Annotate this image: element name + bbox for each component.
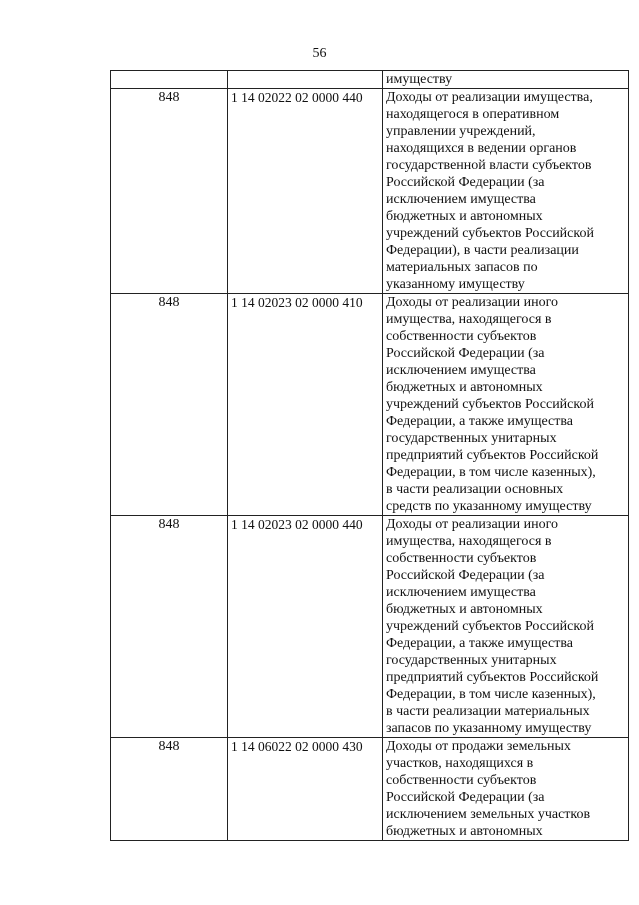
description-line: собственности субъектов: [386, 773, 537, 788]
table-row: [111, 516, 629, 738]
description-line: имущества, находящегося в: [386, 534, 552, 549]
income-description-cell: [383, 516, 629, 738]
description-line: запасов по указанному имуществу: [386, 721, 592, 736]
description-line: собственности субъектов: [386, 329, 537, 344]
budget-classification-code-cell: [228, 71, 383, 89]
table-row: [111, 738, 629, 841]
description-line: Российской Федерации (за: [386, 175, 545, 190]
admin-code-cell: [111, 71, 228, 89]
description-line: государственных унитарных: [386, 653, 557, 668]
income-codes-table: [110, 70, 629, 841]
income-description-cell: [383, 71, 629, 89]
description-line: Федерации, в том числе казенных),: [386, 465, 596, 480]
description-line: Российской Федерации (за: [386, 790, 545, 805]
description-line: бюджетных и автономных: [386, 380, 543, 395]
description-line: указанному имуществу: [386, 277, 525, 292]
description-line: находящегося в оперативном: [386, 107, 560, 122]
description-line: материальных запасов по: [386, 260, 538, 275]
description-line: Федерации, а также имущества: [386, 636, 574, 651]
description-line: исключением имущества: [386, 192, 536, 207]
income-description-cell: [383, 89, 629, 294]
description-line: бюджетных и автономных: [386, 824, 543, 839]
description-line: государственных унитарных: [386, 431, 557, 446]
description-line: государственной власти субъектов: [386, 158, 592, 173]
description-line: предприятий субъектов Российской: [386, 670, 599, 685]
budget-classification-code-cell: 1 14 02023 02 0000 440: [228, 516, 383, 738]
description-line: Доходы от продажи земельных: [386, 739, 571, 754]
description-line: Федерации), в части реализации: [386, 243, 579, 258]
description-line: имуществу: [386, 72, 453, 87]
description-line: Доходы от реализации иного: [386, 295, 559, 310]
description-line: бюджетных и автономных: [386, 209, 543, 224]
description-line: средств по указанному имуществу: [386, 499, 592, 514]
description-line: Доходы от реализации иного: [386, 517, 559, 532]
description-line: в части реализации основных: [386, 482, 564, 497]
description-line: исключением имущества: [386, 585, 536, 600]
budget-classification-code-cell: 1 14 06022 02 0000 430: [228, 738, 383, 841]
description-line: собственности субъектов: [386, 551, 537, 566]
description-line: управлении учреждений,: [386, 124, 536, 139]
admin-code-cell: 848: [111, 89, 228, 294]
table-body: [111, 71, 629, 841]
page-number: 56: [312, 46, 327, 61]
description-line: Федерации, в том числе казенных),: [386, 687, 596, 702]
income-description-cell: [383, 294, 629, 516]
description-line: учреждений субъектов Российской: [386, 619, 594, 634]
description-line: предприятий субъектов Российской: [386, 448, 599, 463]
description-line: исключением земельных участков: [386, 807, 591, 822]
description-line: в части реализации материальных: [386, 704, 590, 719]
description-line: участков, находящихся в: [386, 756, 534, 771]
table-row: [111, 89, 629, 294]
description-line: Российской Федерации (за: [386, 568, 545, 583]
budget-classification-code-cell: 1 14 02022 02 0000 440: [228, 89, 383, 294]
budget-classification-code-cell: 1 14 02023 02 0000 410: [228, 294, 383, 516]
table-row: [111, 294, 629, 516]
description-line: учреждений субъектов Российской: [386, 226, 594, 241]
description-line: имущества, находящегося в: [386, 312, 552, 327]
admin-code-cell: 848: [111, 738, 228, 841]
admin-code-cell: 848: [111, 294, 228, 516]
description-line: исключением имущества: [386, 363, 536, 378]
description-line: Доходы от реализации имущества,: [386, 90, 593, 105]
description-line: Российской Федерации (за: [386, 346, 545, 361]
description-line: бюджетных и автономных: [386, 602, 543, 617]
income-description-cell: [383, 738, 629, 841]
description-line: учреждений субъектов Российской: [386, 397, 594, 412]
table-row: [111, 71, 629, 89]
admin-code-cell: 848: [111, 516, 228, 738]
description-line: Федерации, а также имущества: [386, 414, 574, 429]
description-line: находящихся в ведении органов: [386, 141, 577, 156]
